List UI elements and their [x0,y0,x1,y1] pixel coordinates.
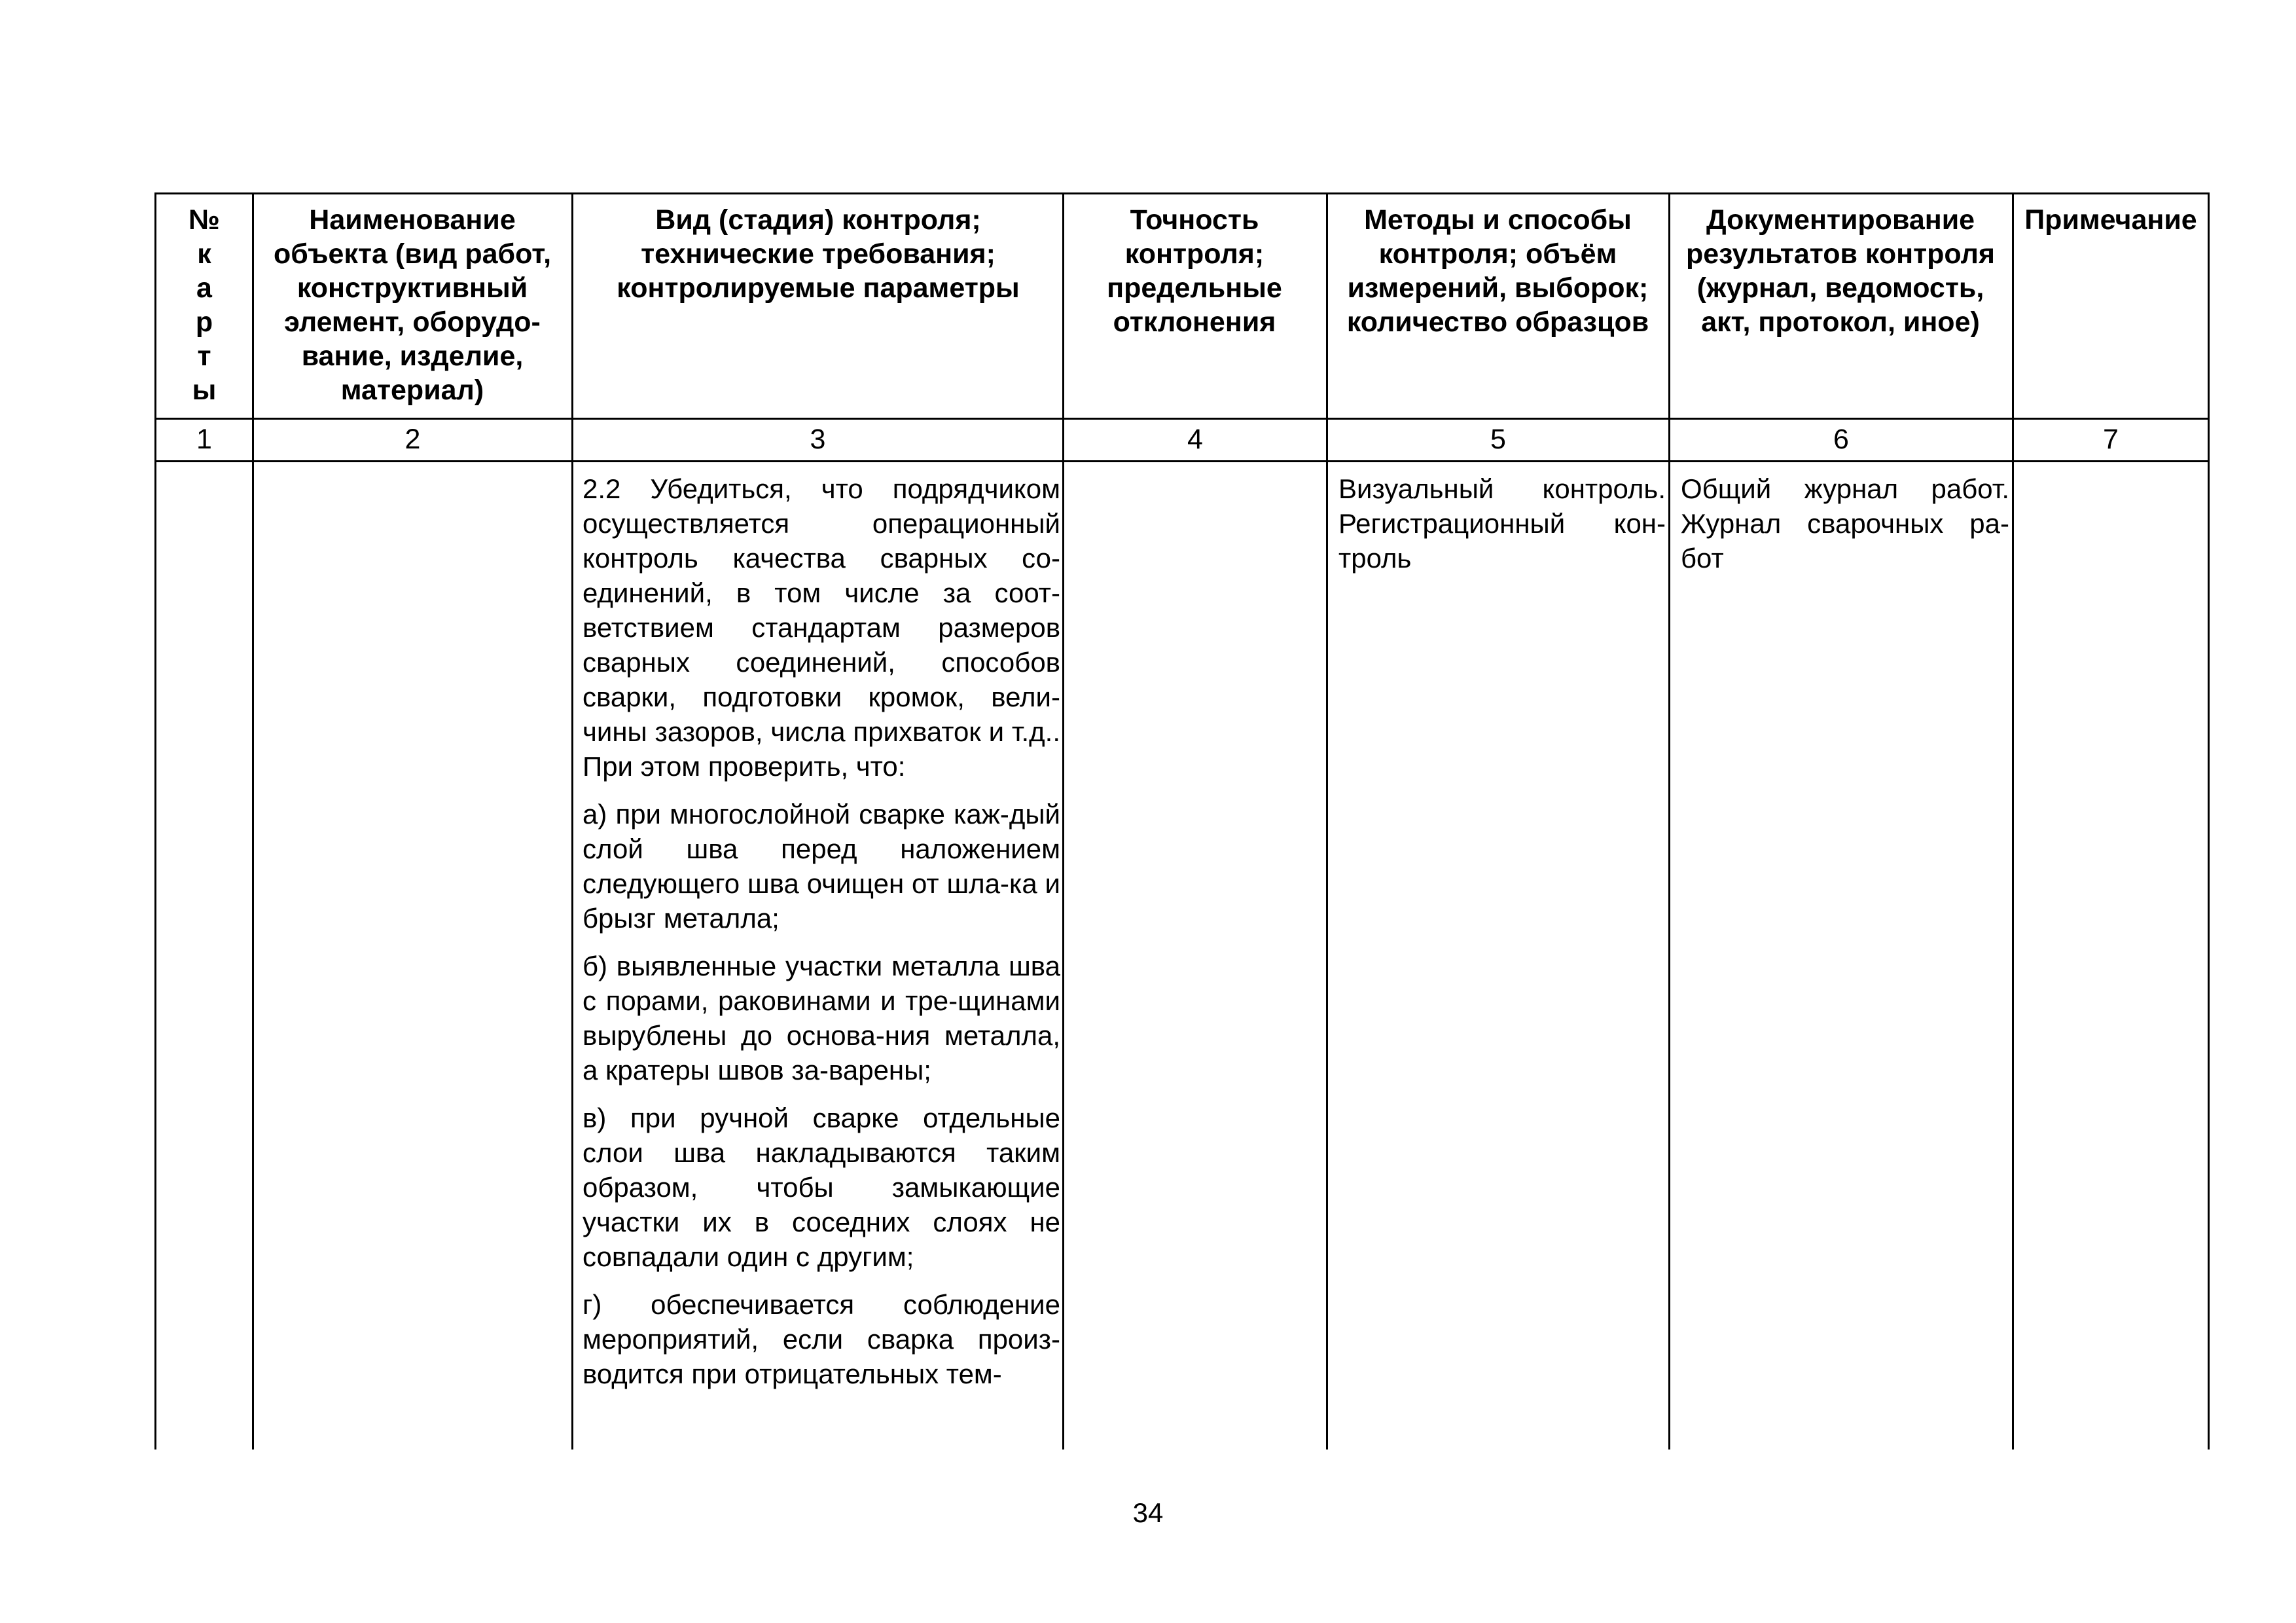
methods-cell: Визуальный контроль. Регистрационный кон-троль [1338,473,1666,574]
page-number: 34 [1132,1497,1164,1528]
column-divider [1062,194,1064,1450]
column-number: 7 [2103,424,2119,455]
header-card-number: № к а р т ы [188,204,220,406]
requirement-paragraph: г) обеспечивается соблюдение мероприятий, если сварка произ-водится при отрицательных тем- [583,1289,1060,1389]
requirement-paragraph: а) при многослойной сварке каж-дый слой шва перед наложением следующего шва очищен от шла-ка и брызг металла; [583,799,1060,934]
documentation-cell: Общий журнал работ. Журнал сварочных ра-бот [1681,473,2009,574]
column-number: 5 [1490,424,1506,455]
requirement-paragraph: б) выявленные участки металла шва с порами, раковинами и тре-щинами вырублены до основа-ния металла, а кратеры швов за-варены; [583,951,1060,1085]
column-number: 1 [196,424,212,455]
column-divider [252,194,254,1450]
table-top-border [154,192,2210,194]
column-number: 2 [404,424,421,455]
header-accuracy: Точность контроля; предельные отклонения [1107,204,1282,338]
column-divider [1668,194,1670,1450]
control-requirements-cell [583,471,1060,1404]
column-divider [571,194,573,1450]
column-number: 3 [810,424,826,455]
column-number: 6 [1833,424,1849,455]
requirement-paragraph: 2.2 Убедиться, что подрядчиком осуществляется операционный контроль качества сварных со-единений, в том числе за соот-ветствием стандартам размеров сварных соединений, способов сварки, подготовки кромок, вели-чины зазоров, числа прихваток и т.д.. При этом проверить, что: [583,473,1060,782]
numbers-row-bottom-border [154,460,2210,462]
column-divider [1326,194,1328,1450]
header-control-type: Вид (стадия) контроля; технические требования; контролируемые параметры [617,204,1020,304]
header-documentation: Документирование результатов контроля (журнал, ведомость, акт, протокол, иное) [1685,204,1996,338]
header-notes: Примечание [2024,204,2197,236]
header-bottom-border [154,418,2210,420]
header-object-name: Наименование объекта (вид работ, конструктивный элемент, оборудо-вание, изделие, материал) [273,204,552,406]
column-divider [2012,194,2014,1450]
header-methods: Методы и способы контроля; объём измерений, выборок; количество образцов [1346,204,1649,338]
table-right-border [2208,194,2210,1450]
column-number: 4 [1187,424,1203,455]
requirement-paragraph: в) при ручной сварке отдельные слои шва накладываются таким образом, чтобы замыкающие участки их в соседних слоях не совпадали один с другим; [583,1103,1060,1272]
